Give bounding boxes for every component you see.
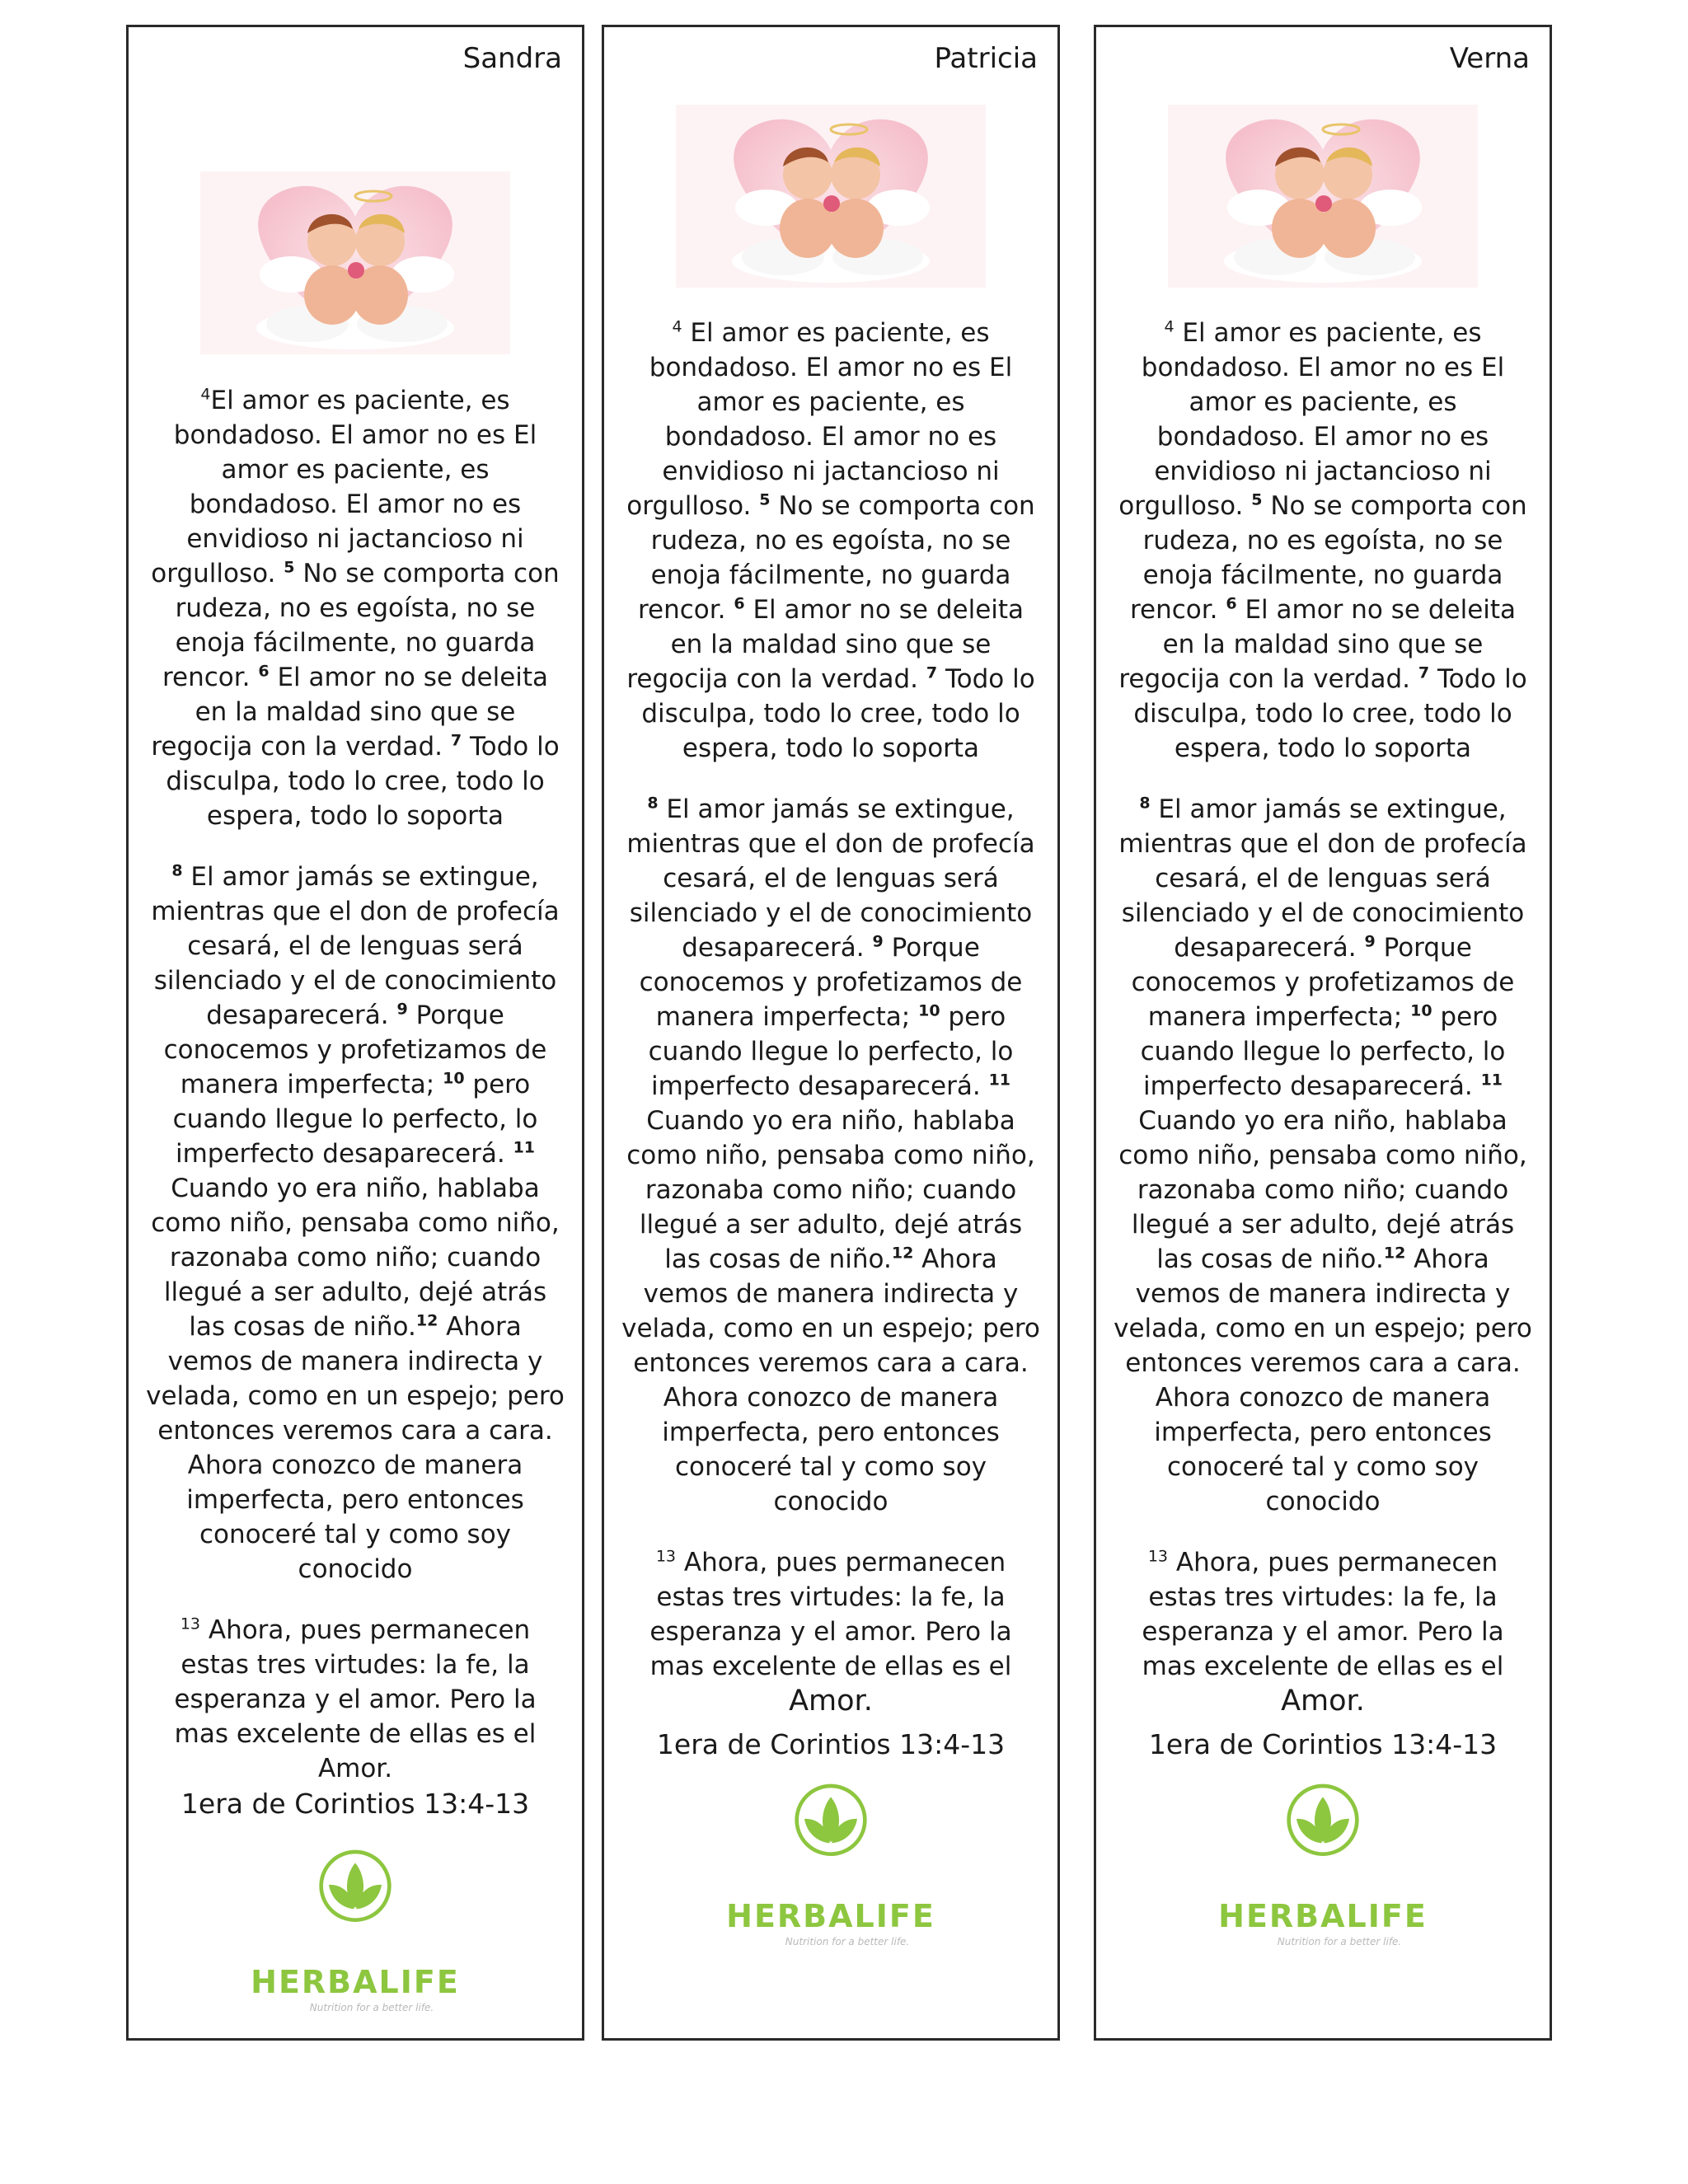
herbalife-leaf-icon [724, 1783, 938, 1898]
verse-text: $^4$ El amor es paciente, es bondadoso. El amor no es El amor es paciente, es bondadoso. El amor no es envidioso ni jactancioso ni orgulloso. $^5$ No se comporta con rudeza, no es egoísta, no se enoja fácilmente, no guarda rencor. $^6$ El amor no se deleita en la maldad sino que se regocija con la verdad. $^7$ Todo lo disculpa, todo lo cree, todo lo espera, todo lo soporta $^8$ El amor jamás se extingue, mientras que el don de profecía cesará, el de lenguas será silenciado y el de conocimiento desaparecerá. $^9$ Porque conocemos y profetizamos de manera imperfecta; $^{10}$ pero cuando llegue lo perfecto, lo imperfecto desaparecerá. $^{11}$ Cuando yo era niño, hablaba como niño, pensaba como niño, razonaba como niño; cuando llegué a ser adulto, dejé atrás las cosas de niño.$^{12}$ Ahora vemos de manera indirecta y velada, como en un espejo; pero entonces veremos cara a cara. Ahora conozco de manera imperfecta, pero entonces conoceré tal y como soy conocido $^{13}$ Ahora, pues permanecen estas tres virtudes: la fe, la esperanza y el amor. Pero la mas excelente de ellas es el Amor. [621, 317, 1040, 1718]
herbalife-logo [1216, 1783, 1430, 1956]
verse-text: $^4$ El amor es paciente, es bondadoso. El amor no es El amor es paciente, es bondadoso. El amor no es envidioso ni jactancioso ni orgulloso. $^5$ No se comporta con rudeza, no es egoísta, no se enoja fácilmente, no guarda rencor. $^6$ El amor no se deleita en la maldad sino que se regocija con la verdad. $^7$ Todo lo disculpa, todo lo cree, todo lo espera, todo lo soporta $^8$ El amor jamás se extingue, mientras que el don de profecía cesará, el de lenguas será silenciado y el de conocimiento desaparecerá. $^9$ Porque conocemos y profetizamos de manera imperfecta; $^{10}$ pero cuando llegue lo perfecto, lo imperfecto desaparecerá. $^{11}$ Cuando yo era niño, hablaba como niño, pensaba como niño, razonaba como niño; cuando llegué a ser adulto, dejé atrás las cosas de niño.$^{12}$ Ahora vemos de manera indirecta y velada, como en un espejo; pero entonces veremos cara a cara. Ahora conozco de manera imperfecta, pero entonces conoceré tal y como soy conocido $^{13}$ Ahora, pues permanecen estas tres virtudes: la fe, la esperanza y el amor. Pero la mas excelente de ellas es el Amor. [1114, 317, 1532, 1718]
herbalife-logo [724, 1783, 938, 1956]
herbalife-leaf-icon [248, 1849, 462, 1964]
angels-picture [676, 105, 986, 288]
herbalife-leaf-icon [1216, 1783, 1430, 1898]
scripture-reference: 1era de Corintios 13:4-13 [656, 1728, 1006, 1760]
bookmark-card [126, 25, 584, 2041]
bookmark-card [602, 25, 1060, 2041]
angels-picture [200, 171, 510, 354]
bookmark-card [1094, 25, 1552, 2041]
logo-tagline: Nutrition for a better life. [785, 1936, 910, 1947]
logo-tagline: Nutrition for a better life. [309, 2002, 434, 2013]
bookmark-owner-name: Sandra [462, 42, 562, 75]
verse-text: $^4$El amor es paciente, es bondadoso. El amor no es El amor es paciente, es bondadoso. El amor no es envidioso ni jactancioso ni orgulloso. $^5$ No se comporta con rudeza, no es egoísta, no se enoja fácilmente, no guarda rencor. $^6$ El amor no se deleita en la maldad sino que se regocija con la verdad. $^7$ Todo lo disculpa, todo lo cree, todo lo espera, todo lo soporta $^8$ El amor jamás se extingue, mientras que el don de profecía cesará, el de lenguas será silenciado y el de conocimiento desaparecerá. $^9$ Porque conocemos y profetizamos de manera imperfecta; $^{10}$ pero cuando llegue lo perfecto, lo imperfecto desaparecerá. $^{11}$ Cuando yo era niño, hablaba como niño, pensaba como niño, razonaba como niño; cuando llegué a ser adulto, dejé atrás las cosas de niño.$^{12}$ Ahora vemos de manera indirecta y velada, como en un espejo; pero entonces veremos cara a cara. Ahora conozco de manera imperfecta, pero entonces conoceré tal y como soy conocido $^{13}$ Ahora, pues permanecen estas tres virtudes: la fe, la esperanza y el amor. Pero la mas excelente de ellas es el Amor. [146, 385, 565, 1783]
herbalife-logo [248, 1849, 462, 2022]
bookmark-owner-name: Verna [1449, 42, 1530, 75]
logo-tagline: Nutrition for a better life. [1277, 1936, 1402, 1947]
logo-brand: HERBALIFE [726, 1898, 935, 1934]
logo-brand: HERBALIFE [1218, 1898, 1428, 1934]
bookmark-owner-name: Patricia [934, 42, 1038, 75]
angels-picture [1168, 105, 1478, 288]
logo-brand: HERBALIFE [251, 1964, 460, 2000]
scripture-reference: 1era de Corintios 13:4-13 [1148, 1728, 1498, 1760]
scripture-reference: 1era de Corintios 13:4-13 [181, 1788, 530, 1820]
